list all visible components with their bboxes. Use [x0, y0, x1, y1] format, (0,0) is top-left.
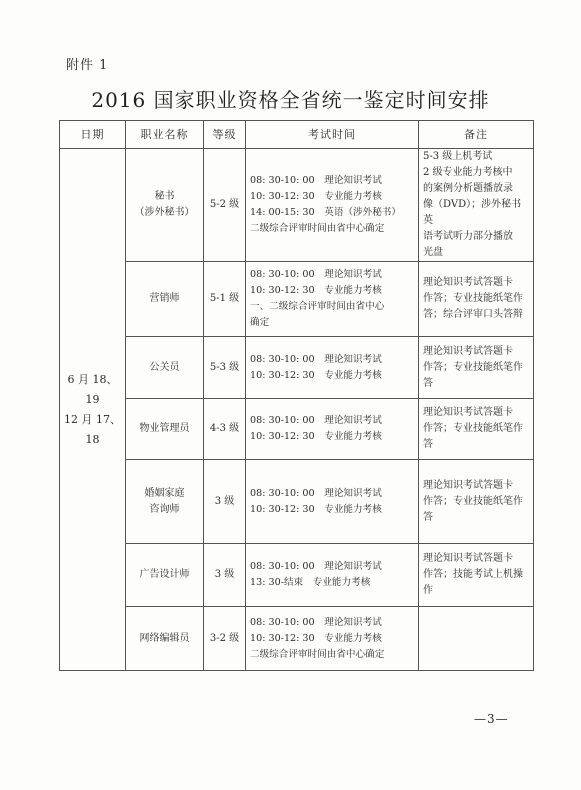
exam-time-line: 08: 30-10: 00 理论知识考试: [250, 616, 382, 628]
exam-time-cell: [246, 262, 419, 337]
table-row: [60, 607, 534, 671]
notes-cell: [419, 149, 534, 262]
exam-time-line: 10: 30-12: 30 专业能力考核: [250, 431, 382, 442]
note-line: 像（DVD）；涉外秘书英: [423, 199, 522, 226]
occupation-cell: [126, 544, 204, 607]
page-number: —3—: [474, 712, 509, 726]
occupation-name: 咨询师: [149, 503, 180, 515]
table-row: [60, 399, 534, 460]
occupation-name: 公关员: [149, 361, 180, 373]
exam-time-cell: [246, 399, 419, 460]
level-cell: 5-1 级: [204, 262, 246, 337]
exam-time-line: 二级综合评审时间由省中心确定: [250, 223, 385, 234]
exam-schedule-table: [59, 120, 534, 671]
occupation-cell: [126, 607, 204, 671]
note-line: 答: [423, 511, 433, 523]
notes-cell: [419, 544, 534, 607]
exam-date-line: 6 月 18、19: [67, 372, 118, 406]
note-line: 理论知识考试答题卡: [423, 277, 513, 288]
occupation-cell: [126, 337, 204, 399]
column-header-level: 等级: [204, 121, 246, 149]
note-line: 作答；技能考试上机操: [423, 569, 523, 580]
exam-time-line: 08: 30-10: 00 理论知识考试: [250, 175, 382, 186]
column-header-notes: 备注: [419, 121, 534, 149]
occupation-name: 网络编辑员: [139, 632, 190, 644]
occupation-name: 营销师: [149, 293, 180, 304]
table-header-row: [60, 121, 534, 149]
note-line: 光盘: [423, 247, 443, 258]
note-line: 作答；专业技能纸笔作: [423, 361, 523, 373]
exam-time-line: 10: 30-12: 30 专业能力考核: [250, 503, 382, 515]
note-line: 答；综合评审口头答辩: [423, 309, 523, 320]
table-row: [60, 460, 534, 544]
exam-time-line: 14: 00-15: 30 英语（涉外秘书）: [250, 207, 401, 218]
notes-cell: [419, 262, 534, 337]
occupation-cell: [126, 149, 204, 262]
note-line: 作: [423, 585, 433, 596]
column-header-exam-time: 考试时间: [246, 121, 419, 149]
note-line: 理论知识考试答题卡: [423, 345, 513, 357]
occupation-cell: [126, 262, 204, 337]
table-row: [60, 544, 534, 607]
page-title: 2016 国家职业资格全省统一鉴定时间安排: [91, 88, 490, 112]
notes-cell: [419, 399, 534, 460]
note-line: 语考试听力部分播放: [423, 231, 513, 242]
level-cell: 4-3 级: [204, 399, 246, 460]
exam-time-line: 08: 30-10: 00 理论知识考试: [250, 487, 382, 499]
note-line: 作答；专业技能纸笔作: [423, 293, 523, 304]
attachment-label: 附件 1: [66, 58, 109, 73]
note-line: 理论知识考试答题卡: [423, 407, 513, 418]
exam-time-line: 10: 30-12: 30 专业能力考核: [250, 632, 382, 644]
exam-time-cell: [246, 337, 419, 399]
exam-date-line: 12 月 17、18: [64, 412, 121, 446]
exam-time-line: 10: 30-12: 30 专业能力考核: [250, 285, 382, 296]
exam-time-line: 10: 30-12: 30 专业能力考核: [250, 191, 382, 202]
level-cell: 3 级: [204, 460, 246, 544]
occupation-name: 婚姻家庭: [144, 487, 185, 499]
column-header-occupation: 职业名称: [126, 121, 204, 149]
note-line: 理论知识考试答题卡: [423, 553, 513, 564]
level-cell: 5-2 级: [204, 149, 246, 262]
notes-cell: [419, 460, 534, 544]
level-cell: 3-2 级: [204, 607, 246, 671]
table-row: [60, 337, 534, 399]
occupation-name: （涉外秘书）: [134, 207, 195, 218]
exam-time-line: 13: 30-结束 专业能力考核: [250, 577, 371, 588]
level-cell: 3 级: [204, 544, 246, 607]
note-line: 理论知识考试答题卡: [423, 479, 513, 491]
exam-time-line: 10: 30-12: 30 专业能力考核: [250, 369, 382, 381]
exam-time-line: 二级综合评审时间由省中心确定: [250, 648, 385, 660]
exam-time-line: 08: 30-10: 00 理论知识考试: [250, 415, 382, 426]
column-header-date: 日期: [60, 121, 126, 149]
notes-cell: [419, 607, 534, 671]
exam-time-line: 08: 30-10: 00 理论知识考试: [250, 561, 382, 572]
exam-time-line: 08: 30-10: 00 理论知识考试: [250, 269, 382, 280]
level-cell: 5-3 级: [204, 337, 246, 399]
note-line: 2 级专业能力考核中: [423, 167, 513, 178]
exam-time-line: 一、二级综合评审时间由省中心: [250, 301, 385, 312]
note-line: 的案例分析题播放录: [423, 183, 513, 194]
occupation-name: 物业管理员: [139, 423, 190, 434]
occupation-name: 广告设计师: [139, 569, 190, 580]
note-line: 5-3 级上机考试: [423, 151, 493, 162]
exam-time-line: 确定: [250, 317, 270, 328]
exam-time-cell: [246, 149, 419, 262]
occupation-name: 秘书: [154, 191, 175, 202]
table-row: [60, 149, 534, 262]
exam-time-line: 08: 30-10: 00 理论知识考试: [250, 353, 382, 365]
exam-date-cell: [60, 149, 126, 671]
note-line: 答: [423, 439, 433, 450]
note-line: 作答；专业技能纸笔作: [423, 423, 523, 434]
exam-time-cell: [246, 607, 419, 671]
notes-cell: [419, 337, 534, 399]
occupation-cell: [126, 460, 204, 544]
exam-time-cell: [246, 460, 419, 544]
occupation-cell: [126, 399, 204, 460]
note-line: 作答；专业技能纸笔作: [423, 495, 523, 507]
table-row: [60, 262, 534, 337]
exam-time-cell: [246, 544, 419, 607]
note-line: 答: [423, 377, 433, 389]
